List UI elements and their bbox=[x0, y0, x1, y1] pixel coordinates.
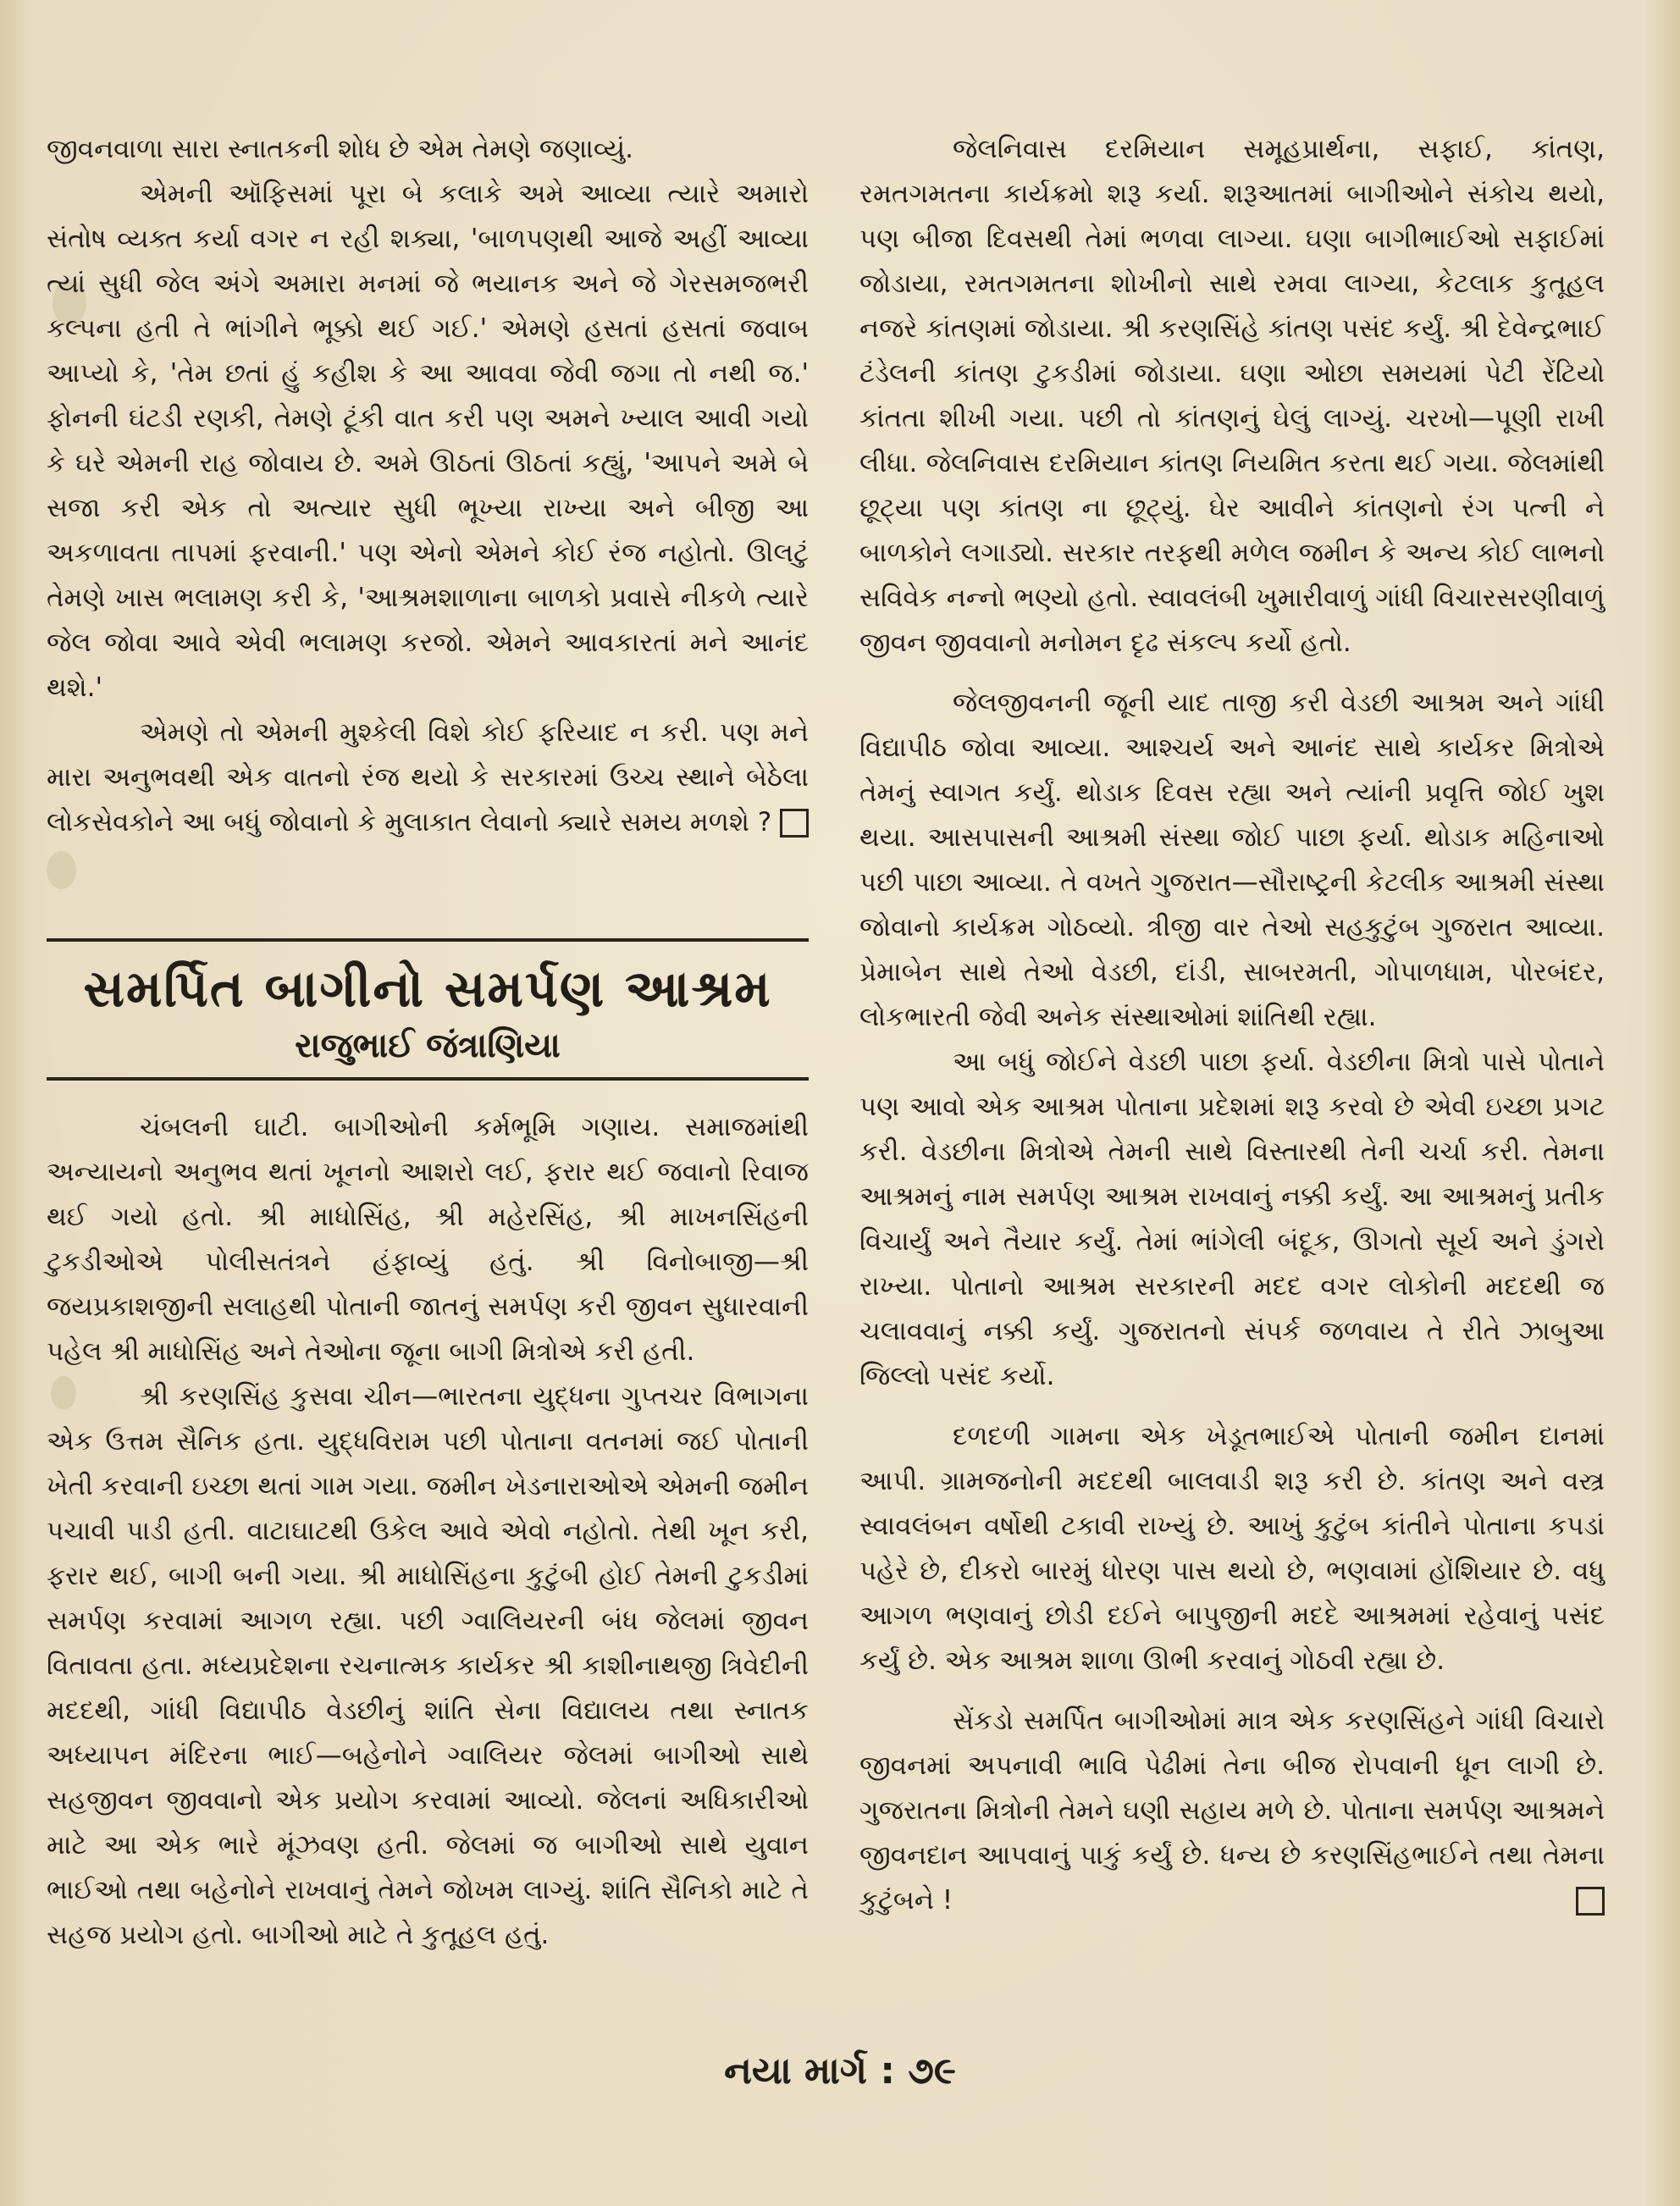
page-footer: નયા માર્ગ : ૭૯ bbox=[724, 2049, 956, 2093]
paragraph: જીવનવાળા સારા સ્નાતકની શોધ છે એમ તેમણે જણાવ્યું. bbox=[47, 134, 633, 164]
paragraph: દળદળી ગામના એક ખેડૂતભાઈએ પોતાની જમીન દાનમાં આપી. ગ્રામજનોની મદદથી બાલવાડી શરૂ કરી છે. કાંતણ અને વસ્ત્ર સ્વાવલંબન વર્ષોથી ટકાવી રાખ્યું છે. આખું કુટુંબ કાંતીને પોતાના કપડાં પહેરે છે, દીકરો બારમું ધોરણ પાસ થયો છે, ભણવામાં હોંશિયાર છે. વધુ આગળ ભણવાનું છોડી દઈને બાપુજીની મદદે આશ્રમમાં રહેવાનું પસંદ કર્યું છે. એક આશ્રમ શાળા ઊભી કરવાનું ગોઠવી રહ્યા છે. bbox=[859, 1421, 1605, 1676]
ink-stain bbox=[47, 851, 76, 889]
section-divider-bottom bbox=[47, 1077, 809, 1081]
paragraph: ચંબલની ઘાટી. બાગીઓની કર્મભૂમિ ગણાય. સમાજમાંથી અન્યાયનો અનુભવ થતાં ખૂનનો આશરો લઈ, ફરાર થઈ જવાનો રિવાજ થઈ ગયો હતો. શ્રી માધોસિંહ, શ્રી મહેરસિંહ, શ્રી માખનસિંહની ટુકડીઓએ પોલીસતંત્રને હંફાવ્યું હતું. શ્રી વિનોબાજી—શ્રી જયપ્રકાશજીની સલાહથી પોતાની જાતનું સમર્પણ કરી જીવન સુધારવાની પહેલ શ્રી માધોસિંહ અને તેઓના જૂના બાગી મિત્રોએ કરી હતી. bbox=[47, 1112, 809, 1367]
paragraph: આ બધું જોઈને વેડછી પાછા ફર્યા. વેડછીના મિત્રો પાસે પોતાને પણ આવો એક આશ્રમ પોતાના પ્રદેશમાં શરૂ કરવો છે એવી ઇચ્છા પ્રગટ કરી. વેડછીના મિત્રોએ તેમની સાથે વિસ્તારથી તેની ચર્ચા કરી. તેમના આશ્રમનું નામ સમર્પણ આશ્રમ રાખવાનું નક્કી કર્યું. આ આશ્રમનું પ્રતીક વિચાર્યું અને તૈયાર કર્યું. તેમાં ભાંગેલી બંદૂક, ઊગતો સૂર્ય અને ડુંગરો રાખ્યા. પોતાનો આશ્રમ સરકારની મદદ વગર લોકોની મદદથી જ ચલાવવાનું નક્કી કર્યું. ગુજરાતનો સંપર્ક જળવાય તે રીતે ઝાબુઆ જિલ્લો પસંદ કર્યો. bbox=[859, 1047, 1605, 1391]
article-author: રાજુભાઈ જંત્રાણિયા bbox=[295, 1026, 561, 1065]
paragraph: જેલનિવાસ દરમિયાન સમૂહપ્રાર્થના, સફાઈ, કાંતણ, રમતગમતના કાર્યક્રમો શરૂ કર્યા. શરૂઆતમાં બાગીઓને સંકોચ થયો, પણ બીજા દિવસથી તેમાં ભળવા લાગ્યા. ઘણા બાગીભાઈઓ સફાઈમાં જોડાયા, રમતગમતના શોખીનો સાથે રમવા લાગ્યા, કેટલાક કુતૂહલ નજરે કાંતણમાં જોડાયા. શ્રી કરણસિંહે કાંતણ પસંદ કર્યું. શ્રી દેવેન્દ્રભાઈ ટંડેલની કાંતણ ટુકડીમાં જોડાયા. ઘણા ઓછા સમયમાં પેટી રેંટિયો કાંતતા શીખી ગયા. પછી તો કાંતણનું ઘેલું લાગ્યું. ચરખો—પૂણી રાખી લીધા. જેલનિવાસ દરમિયાન કાંતણ નિયમિત કરતા થઈ ગયા. જેલમાંથી છૂટ્યા પણ કાંતણ ના છૂટ્યું. ઘેર આવીને કાંતણનો રંગ પત્ની ને બાળકોને લગાડ્યો. સરકાર તરફથી મળેલ જમીન કે અન્ય કોઈ લાભનો સવિવેક નન્નો ભણ્યો હતો. સ્વાવલંબી ખુમારીવાળું ગાંધી વિચારસરણીવાળું જીવન જીવવાનો મનોમન દૃઢ સંકલ્પ કર્યો હતો. bbox=[859, 134, 1605, 658]
section-divider-top bbox=[47, 938, 809, 942]
end-of-article-box bbox=[780, 809, 809, 838]
paragraph: સેંકડો સમર્પિત બાગીઓમાં માત્ર એક કરણસિંહને ગાંધી વિચારો જીવનમાં અપનાવી ભાવિ પેઢીમાં તેના બીજ રોપવાની ધૂન લાગી છે. ગુજરાતના મિત્રોની તેમને ઘણી સહાય મળે છે. પોતાના સમર્પણ આશ્રમને જીવનદાન આપવાનું પાકું કર્યું છે. ધન્ય છે કરણસિંહભાઈને તથા તેમના કુટુંબને ! bbox=[859, 1706, 1605, 1916]
paragraph: જેલજીવનની જૂની યાદ તાજી કરી વેડછી આશ્રમ અને ગાંધી વિદ્યાપીઠ જોવા આવ્યા. આશ્ચર્ય અને આનંદ સાથે કાર્યકર મિત્રોએ તેમનું સ્વાગત કર્યું. થોડાક દિવસ રહ્યા અને ત્યાંની પ્રવૃત્તિ જોઈ ખુશ થયા. આસપાસની આશ્રમી સંસ્થા જોઈ પાછા ફર્યા. થોડાક મહિનાઓ પછી પાછા આવ્યા. તે વખતે ગુજરાત—સૌરાષ્ટ્રની કેટલીક આશ્રમી સંસ્થા જોવાનો કાર્યક્રમ ગોઠવ્યો. ત્રીજી વાર તેઓ સહકુટુંબ ગુજરાત આવ્યા. પ્રેમાબેન સાથે તેઓ વેડછી, દાંડી, સાબરમતી, ગોપાળધામ, પોરબંદર, લોકભારતી જેવી અનેક સંસ્થાઓમાં શાંતિથી રહ્યા. bbox=[859, 688, 1605, 1032]
article-right-body bbox=[859, 127, 1605, 1923]
paragraph: એમણે તો એમની મુશ્કેલી વિશે કોઈ ફરિયાદ ન કરી. પણ મને મારા અનુભવથી એક વાતનો રંજ થયો કે સરકારમાં ઉચ્ચ સ્થાને બેઠેલા લોકસેવકોને આ બધું જોવાનો કે મુલાકાત લેવાનો ક્યારે સમય મળશે ? bbox=[47, 717, 809, 838]
article-left-body bbox=[47, 1105, 809, 1958]
paragraph: એમની ઑફિસમાં પૂરા બે કલાકે અમે આવ્યા ત્યારે અમારો સંતોષ વ્યક્ત કર્યા વગર ન રહી શક્યા, 'બાળપણથી આજે અહીં આવ્યા ત્યાં સુધી જેલ અંગે અમારા મનમાં જે ભયાનક અને જે ગેરસમજભરી કલ્પના હતી તે ભાંગીને ભૂક્કો થઈ ગઈ.' એમણે હસતાં હસતાં જવાબ આપ્યો કે, 'તેમ છતાં હું કહીશ કે આ આવવા જેવી જગા તો નથી જ.' ફોનની ઘંટડી રણકી, તેમણે ટૂંકી વાત કરી પણ અમને ખ્યાલ આવી ગયો કે ઘરે એમની રાહ જોવાય છે. અમે ઊઠતાં ઊઠતાં કહ્યું, 'આપને અમે બે સજા કરી એક તો અત્યાર સુધી ભૂખ્યા રાખ્યા અને બીજી આ અકળાવતા તાપમાં ફરવાની.' પણ એનો એમને કોઈ રંજ નહોતો. ઊલટું તેમણે ખાસ ભલામણ કરી કે, 'આશ્રમશાળાના બાળકો પ્રવાસે નીકળે ત્યારે જેલ જોવા આવે એવી ભલામણ કરજો. એમને આવકારતાં મને આનંદ થશે.' bbox=[47, 179, 809, 703]
paragraph: શ્રી કરણસિંહ કુસવા ચીન—ભારતના યુદ્ધના ગુપ્તચર વિભાગના એક ઉત્તમ સૈનિક હતા. યુદ્ધવિરામ પછી પોતાના વતનમાં જઈ પોતાની ખેતી કરવાની ઇચ્છા થતાં ગામ ગયા. જમીન ખેડનારાઓએ એમની જમીન પચાવી પાડી હતી. વાટાઘાટથી ઉકેલ આવે એવો નહોતો. તેથી ખૂન કરી, ફરાર થઈ, બાગી બની ગયા. શ્રી માધોસિંહના કુટુંબી હોઈ તેમની ટુકડીમાં સમર્પણ કરવામાં આગળ રહ્યા. પછી ગ્વાલિયરની બંધ જેલમાં જીવન વિતાવતા હતા. મધ્યપ્રદેશના રચનાત્મક કાર્યકર શ્રી કાશીનાથજી ત્રિવેદીની મદદથી, ગાંધી વિદ્યાપીઠ વેડછીનું શાંતિ સેના વિદ્યાલય તથા સ્નાતક અધ્યાપન મંદિરના ભાઈ—બહેનોને ગ્વાલિયર જેલમાં બાગીઓ સાથે સહજીવન જીવવાનો એક પ્રયોગ કરવામાં આવ્યો. જેલનાં અધિકારીઓ માટે આ એક ભારે મૂંઝવણ હતી. જેલમાં જ બાગીઓ સાથે યુવાન ભાઈઓ તથા બહેનોને રાખવાનું તેમને જોખમ લાગ્યું. શાંતિ સૈનિકો માટે તે સહજ પ્રયોગ હતો. બાગીઓ માટે તે કુતૂહલ હતું. bbox=[47, 1381, 809, 1950]
left-column-continued-article bbox=[47, 127, 809, 845]
article-title: સમર્પિત બાગીનો સમર્પણ આશ્રમ bbox=[83, 959, 772, 1019]
end-of-article-box bbox=[1576, 1887, 1605, 1916]
